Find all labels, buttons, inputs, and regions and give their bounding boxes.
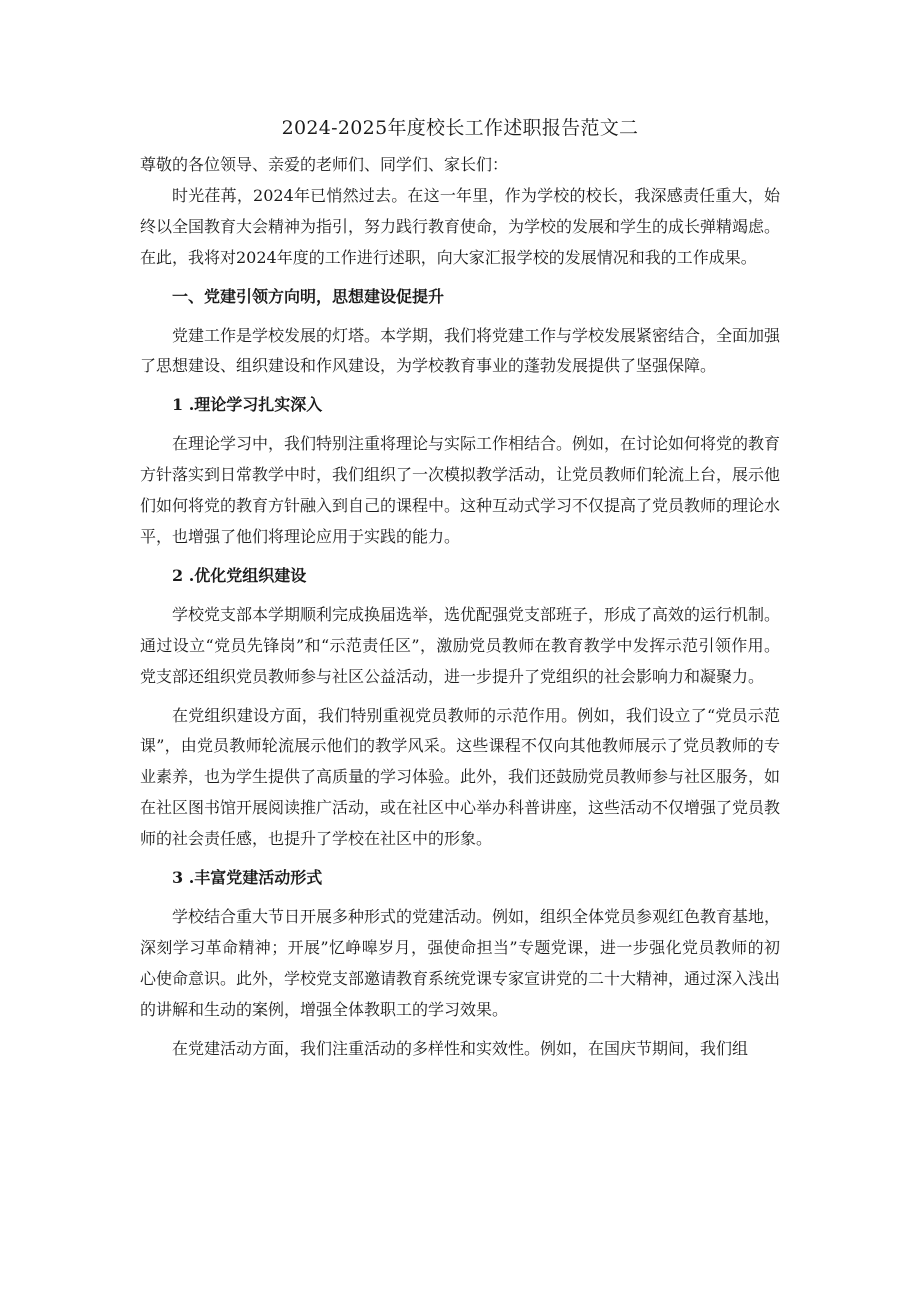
paragraph-optimize-organization: 学校党支部本学期顺利完成换届选举，选优配强党支部班子，形成了高效的运行机制。通过设立“党员先锋岗”和“示范责任区”，激励党员教师在教育教学中发挥示范引领作用。党支部还组织党员教师参与社区公益活动，进一步提升了党组织的社会影响力和凝聚力。 (140, 604, 781, 686)
subheading-optimize-organization: 2 .优化党组织建设 (172, 565, 307, 585)
subheading-theory-study: 1 .理论学习扎实深入 (172, 395, 323, 415)
subheading-activities: 3 .丰富党建活动形式 (172, 868, 323, 888)
paragraph-activities: 学校结合重大节日开展多种形式的党建活动。例如，组织全体党员参观红色教育基地，深刻学习革命精神；开展”忆峥嗥岁月，强使命担当”专题党课，进一步强化党员教师的初心使命意识。此外，学校党支部邀请教育系统党课专家宣讲党的二十大精神，通过深入浅出的讲解和生动的案例，增强全体教职工的学习效果。 (140, 906, 781, 1019)
document-body (140, 150, 780, 1064)
paragraph-theory-study: 在理论学习中，我们特别注重将理论与实际工作相结合。例如，在讨论如何将党的教育方针落实到日常教学中时，我们组织了一次模拟教学活动，让党员教师们轮流上台，展示他们如何将党的教育方针融入到自己的课程中。这种互动式学习不仅提高了党员教师的理论水平，也增强了他们将理论应用于实践的能力。 (140, 434, 781, 546)
paragraph-exemplary-role: 在党组织建设方面，我们特别重视党员教师的示范作用。例如，我们设立了“党员示范课”，由党员教师轮流展示他们的教学风采。这些课程不仅向其他教师展示了党员教师的专业素养，也为学生提供了高质量的学习体验。此外，我们还鼓励党员教师参与社区服务，如在社区图书馆开展阅读推广活动，或在社区中心举办科普讲座，这些活动不仅增强了党员教师的社会责任感，也提升了学校在社区中的形象。 (140, 705, 781, 849)
section-heading-1: 一、党建引领方向明，思想建设促提升 (172, 286, 445, 306)
paragraph-intro: 时光荏苒，2024年已悄然过去。在这一年里，作为学校的校长，我深感责任重大，始终以全国教育大会精神为指引，努力践行教育使命，为学校的发展和学生的成长弹精竭虑。在此，我将对2024年度的工作进行述职，向大家汇报学校的发展情况和我的工作成果。 (140, 185, 781, 267)
salutation: 尊敬的各位领导、亲爱的老师们、同学们、家长们： (140, 155, 509, 174)
paragraph-party-building: 党建工作是学校发展的灯塔。本学期，我们将党建工作与学校发展紧密结合，全面加强了思想建设、组织建设和作风建设，为学校教育事业的蓬勃发展提供了坚强保障。 (140, 325, 781, 376)
paragraph-activity-variety: 在党建活动方面，我们注重活动的多样性和实效性。例如，在国庆节期间，我们组 (172, 1038, 749, 1058)
document-title: 2024-2025年度校长工作述职报告范文二 (281, 117, 639, 139)
